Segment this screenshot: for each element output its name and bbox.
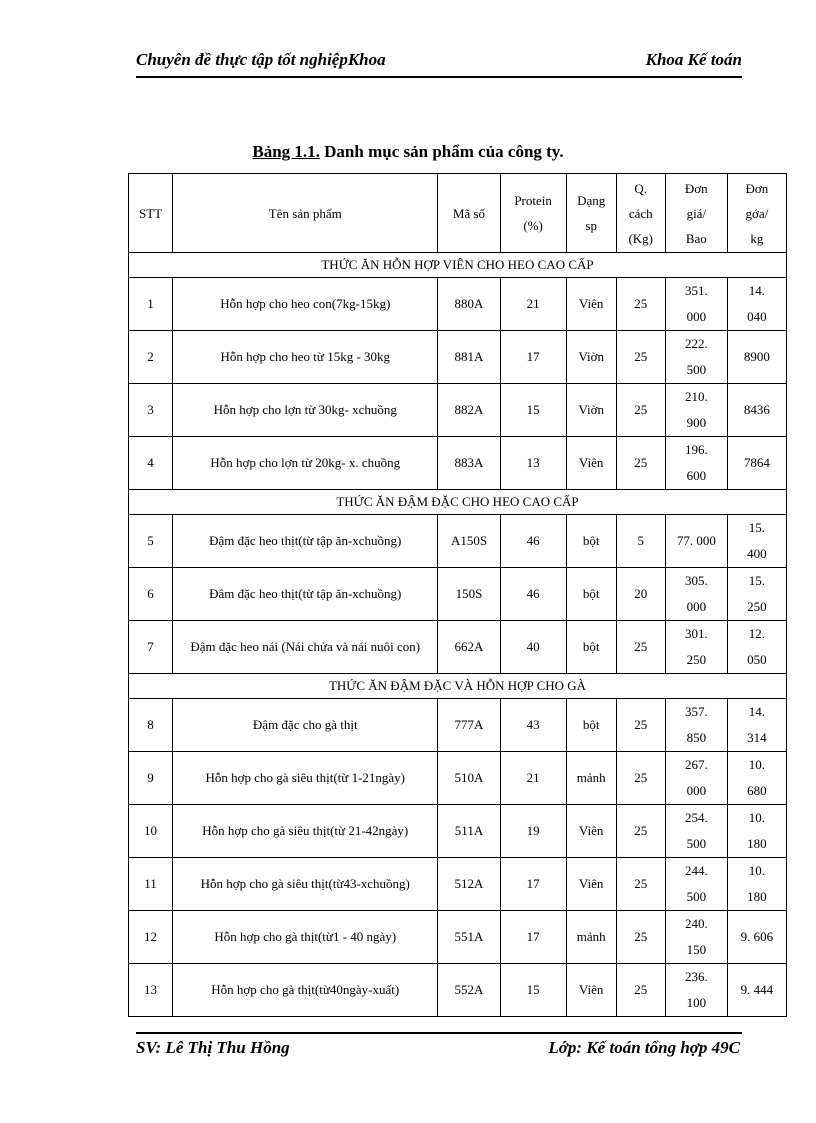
cell-form: Viên bbox=[566, 964, 616, 1017]
col-header-protein: Protein (%) bbox=[500, 174, 566, 253]
cell-form: bột bbox=[566, 515, 616, 568]
col-header-price-kg: Đơn gớa/ kg bbox=[727, 174, 786, 253]
cell-price-bag: 351. 000 bbox=[665, 278, 727, 331]
col-header-stt: STT bbox=[129, 174, 173, 253]
group-heading: THỨC ĂN ĐẬM ĐẶC CHO HEO CAO CẤP bbox=[129, 490, 787, 515]
cell-protein: 46 bbox=[500, 515, 566, 568]
cell-spec: 25 bbox=[616, 964, 665, 1017]
cell-price-bag: 77. 000 bbox=[665, 515, 727, 568]
cell-code: 882A bbox=[438, 384, 500, 437]
cell-spec: 25 bbox=[616, 911, 665, 964]
cell-form: Viên bbox=[566, 437, 616, 490]
cell-code: 512A bbox=[438, 858, 500, 911]
page-footer bbox=[136, 1032, 742, 1064]
cell-price-kg: 8900 bbox=[727, 331, 786, 384]
cell-price-kg: 14. 040 bbox=[727, 278, 786, 331]
cell-protein: 40 bbox=[500, 621, 566, 674]
table-row bbox=[129, 437, 787, 490]
col-header-spec: Q. cách (Kg) bbox=[616, 174, 665, 253]
cell-form: Viên bbox=[566, 858, 616, 911]
cell-price-bag: 357. 850 bbox=[665, 699, 727, 752]
cell-price-kg: 14. 314 bbox=[727, 699, 786, 752]
cell-protein: 21 bbox=[500, 752, 566, 805]
cell-price-kg: 12. 050 bbox=[727, 621, 786, 674]
cell-code: 777A bbox=[438, 699, 500, 752]
table-row bbox=[129, 964, 787, 1017]
cell-code: 551A bbox=[438, 911, 500, 964]
cell-product-name: Hỗn hợp cho gà siêu thịt(từ43-xchuồng) bbox=[173, 858, 438, 911]
cell-code: 883A bbox=[438, 437, 500, 490]
cell-price-kg: 15. 250 bbox=[727, 568, 786, 621]
table-row bbox=[129, 805, 787, 858]
table-title-label: Bảng 1.1. bbox=[252, 142, 320, 161]
cell-price-bag: 222. 500 bbox=[665, 331, 727, 384]
cell-code: 881A bbox=[438, 331, 500, 384]
table-title-text: Danh mục sản phẩm của công ty. bbox=[319, 142, 564, 161]
cell-stt: 9 bbox=[129, 752, 173, 805]
cell-price-bag: 254. 500 bbox=[665, 805, 727, 858]
cell-product-name: Hỗn hợp cho gà thịt(từ1 - 40 ngày) bbox=[173, 911, 438, 964]
cell-spec: 25 bbox=[616, 437, 665, 490]
cell-stt: 4 bbox=[129, 437, 173, 490]
cell-spec: 25 bbox=[616, 752, 665, 805]
cell-stt: 7 bbox=[129, 621, 173, 674]
table-title bbox=[0, 142, 816, 162]
cell-form: Viờn bbox=[566, 331, 616, 384]
cell-protein: 21 bbox=[500, 278, 566, 331]
cell-stt: 10 bbox=[129, 805, 173, 858]
cell-price-kg: 10. 180 bbox=[727, 858, 786, 911]
cell-price-bag: 244. 500 bbox=[665, 858, 727, 911]
cell-code: 150S bbox=[438, 568, 500, 621]
cell-price-bag: 305. 000 bbox=[665, 568, 727, 621]
col-header-name: Tên sản phẩm bbox=[173, 174, 438, 253]
cell-stt: 8 bbox=[129, 699, 173, 752]
cell-form: bột bbox=[566, 568, 616, 621]
cell-form: mảnh bbox=[566, 911, 616, 964]
header-department: Khoa Kế toán bbox=[645, 50, 742, 69]
cell-code: 510A bbox=[438, 752, 500, 805]
cell-price-bag: 301. 250 bbox=[665, 621, 727, 674]
col-header-code: Mã số bbox=[438, 174, 500, 253]
cell-code: 880A bbox=[438, 278, 500, 331]
cell-spec: 5 bbox=[616, 515, 665, 568]
col-header-price-bag: Đơn giá/ Bao bbox=[665, 174, 727, 253]
table-row bbox=[129, 621, 787, 674]
cell-stt: 3 bbox=[129, 384, 173, 437]
cell-protein: 15 bbox=[500, 964, 566, 1017]
cell-price-kg: 15. 400 bbox=[727, 515, 786, 568]
cell-code: 511A bbox=[438, 805, 500, 858]
cell-stt: 1 bbox=[129, 278, 173, 331]
cell-product-name: Đậm đặc cho gà thịt bbox=[173, 699, 438, 752]
table-row bbox=[129, 278, 787, 331]
cell-product-name: Hỗn hợp cho gà thịt(từ40ngày-xuất) bbox=[173, 964, 438, 1017]
group-heading-row bbox=[129, 490, 787, 515]
cell-spec: 25 bbox=[616, 278, 665, 331]
cell-spec: 20 bbox=[616, 568, 665, 621]
cell-protein: 46 bbox=[500, 568, 566, 621]
cell-spec: 25 bbox=[616, 858, 665, 911]
footer-class: Lớp: Kế toán tổng hợp 49C bbox=[548, 1038, 740, 1057]
footer-student-name: SV: Lê Thị Thu Hồng bbox=[136, 1038, 290, 1057]
cell-product-name: Hỗn hợp cho lợn từ 30kg- xchuồng bbox=[173, 384, 438, 437]
table-row bbox=[129, 515, 787, 568]
group-heading-row bbox=[129, 674, 787, 699]
group-heading: THỨC ĂN HỖN HỢP VIÊN CHO HEO CAO CẤP bbox=[129, 253, 787, 278]
table-row bbox=[129, 858, 787, 911]
cell-stt: 13 bbox=[129, 964, 173, 1017]
cell-price-bag: 240. 150 bbox=[665, 911, 727, 964]
cell-price-bag: 210. 900 bbox=[665, 384, 727, 437]
cell-product-name: Hỗn hợp cho gà siêu thịt(từ 1-21ngày) bbox=[173, 752, 438, 805]
cell-protein: 17 bbox=[500, 331, 566, 384]
table-row bbox=[129, 331, 787, 384]
product-catalog-table bbox=[128, 173, 787, 1017]
cell-price-kg: 9. 606 bbox=[727, 911, 786, 964]
table-row bbox=[129, 699, 787, 752]
cell-product-name: Hỗn hợp cho lợn từ 20kg- x. chuồng bbox=[173, 437, 438, 490]
cell-protein: 17 bbox=[500, 858, 566, 911]
cell-stt: 12 bbox=[129, 911, 173, 964]
cell-price-kg: 8436 bbox=[727, 384, 786, 437]
cell-price-kg: 9. 444 bbox=[727, 964, 786, 1017]
cell-protein: 19 bbox=[500, 805, 566, 858]
cell-form: Viên bbox=[566, 805, 616, 858]
cell-stt: 6 bbox=[129, 568, 173, 621]
cell-stt: 11 bbox=[129, 858, 173, 911]
table-row bbox=[129, 568, 787, 621]
cell-code: A150S bbox=[438, 515, 500, 568]
cell-spec: 25 bbox=[616, 621, 665, 674]
cell-protein: 15 bbox=[500, 384, 566, 437]
cell-price-bag: 267. 000 bbox=[665, 752, 727, 805]
col-header-form: Dạng sp bbox=[566, 174, 616, 253]
cell-spec: 25 bbox=[616, 699, 665, 752]
cell-protein: 17 bbox=[500, 911, 566, 964]
header-report-title: Chuyên đề thực tập tốt nghiệpKhoa bbox=[136, 50, 386, 69]
cell-form: Viên bbox=[566, 278, 616, 331]
cell-stt: 5 bbox=[129, 515, 173, 568]
table-row bbox=[129, 384, 787, 437]
cell-spec: 25 bbox=[616, 331, 665, 384]
page-header bbox=[136, 46, 742, 78]
cell-form: mảnh bbox=[566, 752, 616, 805]
table-body bbox=[129, 253, 787, 1017]
cell-spec: 25 bbox=[616, 384, 665, 437]
cell-price-kg: 7864 bbox=[727, 437, 786, 490]
cell-form: Viờn bbox=[566, 384, 616, 437]
table-row bbox=[129, 752, 787, 805]
cell-stt: 2 bbox=[129, 331, 173, 384]
cell-product-name: Đậm đặc heo nái (Nái chửa và nái nuôi con) bbox=[173, 621, 438, 674]
cell-form: bột bbox=[566, 699, 616, 752]
cell-product-name: Hỗn hợp cho heo từ 15kg - 30kg bbox=[173, 331, 438, 384]
cell-price-kg: 10. 180 bbox=[727, 805, 786, 858]
cell-product-name: Đâm đặc heo thịt(từ tập ăn-xchuồng) bbox=[173, 568, 438, 621]
group-heading: THỨC ĂN ĐẬM ĐẶC VÀ HỖN HỢP CHO GÀ bbox=[129, 674, 787, 699]
cell-spec: 25 bbox=[616, 805, 665, 858]
cell-price-bag: 196. 600 bbox=[665, 437, 727, 490]
cell-price-bag: 236. 100 bbox=[665, 964, 727, 1017]
cell-code: 552A bbox=[438, 964, 500, 1017]
group-heading-row bbox=[129, 253, 787, 278]
cell-product-name: Đậm đặc heo thịt(từ tập ăn-xchuồng) bbox=[173, 515, 438, 568]
table-row bbox=[129, 911, 787, 964]
table-header-row bbox=[129, 174, 787, 253]
cell-protein: 43 bbox=[500, 699, 566, 752]
cell-form: bột bbox=[566, 621, 616, 674]
cell-product-name: Hỗn hợp cho heo con(7kg-15kg) bbox=[173, 278, 438, 331]
cell-product-name: Hỗn hợp cho gà siêu thịt(từ 21-42ngày) bbox=[173, 805, 438, 858]
cell-price-kg: 10. 680 bbox=[727, 752, 786, 805]
cell-code: 662A bbox=[438, 621, 500, 674]
cell-protein: 13 bbox=[500, 437, 566, 490]
